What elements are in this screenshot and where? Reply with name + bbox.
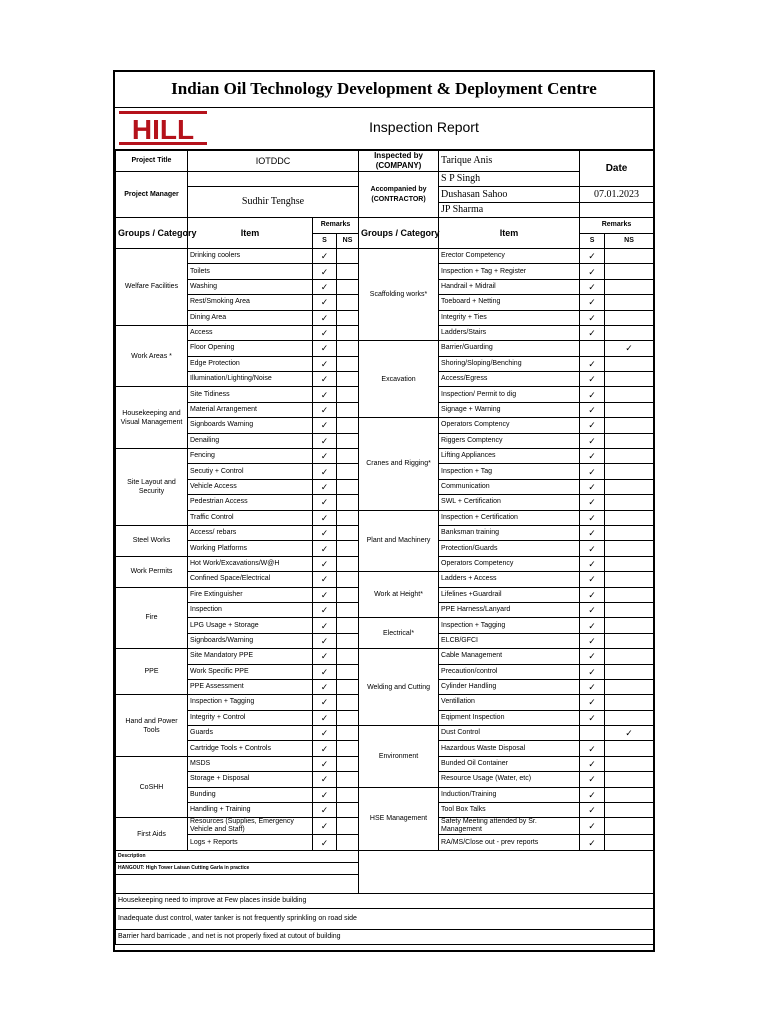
not-satisfactory-check xyxy=(337,248,359,263)
item-label: Fencing xyxy=(188,449,313,464)
satisfactory-check: ✓ xyxy=(580,710,605,725)
item-label: Cartridge Tools + Controls xyxy=(188,741,313,756)
satisfactory-check: ✓ xyxy=(580,572,605,587)
not-satisfactory-check xyxy=(605,310,654,325)
not-satisfactory-check xyxy=(337,741,359,756)
satisfactory-check: ✓ xyxy=(313,248,337,263)
checklist-row xyxy=(116,618,654,633)
group-label: Electrical* xyxy=(359,618,439,649)
groups-header: Groups / Category xyxy=(116,218,188,249)
not-satisfactory-check xyxy=(337,372,359,387)
satisfactory-check: ✓ xyxy=(580,248,605,263)
not-satisfactory-check xyxy=(605,695,654,710)
inspection-sheet xyxy=(113,70,655,952)
item-label: Inspection + Tagging xyxy=(439,618,580,633)
item-label: Integrity + Control xyxy=(188,710,313,725)
not-satisfactory-check xyxy=(605,372,654,387)
satisfactory-check: ✓ xyxy=(580,525,605,540)
person-3: Dushasan Sahoo xyxy=(439,187,580,202)
item-label: Traffic Control xyxy=(188,510,313,525)
not-satisfactory-check xyxy=(337,341,359,356)
satisfactory-check: ✓ xyxy=(580,325,605,340)
item-label: Secutiy + Control xyxy=(188,464,313,479)
item-label: Protection/Guards xyxy=(439,541,580,556)
not-satisfactory-check xyxy=(337,479,359,494)
item-label: Induction/Training xyxy=(439,787,580,802)
item-label: Handrail + Midrail xyxy=(439,279,580,294)
not-satisfactory-check xyxy=(605,633,654,648)
ns-header: NS xyxy=(337,233,359,248)
satisfactory-check: ✓ xyxy=(313,726,337,741)
satisfactory-check: ✓ xyxy=(580,664,605,679)
satisfactory-check: ✓ xyxy=(580,418,605,433)
project-title-label: Project Title xyxy=(116,151,188,172)
not-satisfactory-check xyxy=(605,402,654,417)
item-label: Dust Control xyxy=(439,726,580,741)
not-satisfactory-check xyxy=(337,310,359,325)
s-header-right: S xyxy=(580,233,605,248)
satisfactory-check: ✓ xyxy=(580,479,605,494)
item-label: Operators Competency xyxy=(439,556,580,571)
not-satisfactory-check xyxy=(605,248,654,263)
item-label: Inspection + Tag + Register xyxy=(439,264,580,279)
not-satisfactory-check xyxy=(337,325,359,340)
item-label: Handling + Training xyxy=(188,803,313,818)
item-label: Cable Management xyxy=(439,649,580,664)
item-label: Material Arrangement xyxy=(188,402,313,417)
item-label: Barrier/Guarding xyxy=(439,341,580,356)
not-satisfactory-check xyxy=(337,464,359,479)
checklist-row xyxy=(116,787,654,802)
not-satisfactory-check xyxy=(337,772,359,787)
item-label: Fire Extinguisher xyxy=(188,587,313,602)
satisfactory-check: ✓ xyxy=(580,772,605,787)
not-satisfactory-check xyxy=(605,664,654,679)
not-satisfactory-check xyxy=(337,803,359,818)
satisfactory-check: ✓ xyxy=(580,741,605,756)
satisfactory-check: ✓ xyxy=(313,541,337,556)
not-satisfactory-check xyxy=(605,710,654,725)
item-header: Item xyxy=(188,218,313,249)
item-label: Work Specific PPE xyxy=(188,664,313,679)
item-label: Signage + Warning xyxy=(439,402,580,417)
satisfactory-check: ✓ xyxy=(313,803,337,818)
satisfactory-check: ✓ xyxy=(313,387,337,402)
not-satisfactory-check xyxy=(337,572,359,587)
not-satisfactory-check xyxy=(337,510,359,525)
item-label: Confined Space/Electrical xyxy=(188,572,313,587)
date-label: Date xyxy=(580,151,654,187)
report-title: Inspection Report xyxy=(369,119,479,135)
finding-1: Housekeeping need to improve at Few places inside building xyxy=(116,893,654,908)
checklist-row xyxy=(116,572,654,587)
group-label: Work at Height* xyxy=(359,572,439,618)
not-satisfactory-check: ✓ xyxy=(605,726,654,741)
not-satisfactory-check xyxy=(337,541,359,556)
group-label: Scaffolding works* xyxy=(359,248,439,340)
satisfactory-check: ✓ xyxy=(580,541,605,556)
satisfactory-check: ✓ xyxy=(313,418,337,433)
item-label: Pedestrian Access xyxy=(188,495,313,510)
not-satisfactory-check xyxy=(337,449,359,464)
item-label: Edge Protection xyxy=(188,356,313,371)
not-satisfactory-check xyxy=(605,525,654,540)
not-satisfactory-check xyxy=(605,449,654,464)
item-label: Inspection/ Permit to dig xyxy=(439,387,580,402)
not-satisfactory-check xyxy=(605,556,654,571)
not-satisfactory-check xyxy=(337,710,359,725)
satisfactory-check: ✓ xyxy=(580,372,605,387)
item-label: Access/Egress xyxy=(439,372,580,387)
logo-text: HILL xyxy=(131,114,195,145)
item-label: Toilets xyxy=(188,264,313,279)
item-label: Toeboard + Netting xyxy=(439,295,580,310)
group-label: Hand and Power Tools xyxy=(116,695,188,757)
item-label: Inspection + Tag xyxy=(439,464,580,479)
item-label: Precaution/control xyxy=(439,664,580,679)
checklist-row xyxy=(116,649,654,664)
not-satisfactory-check xyxy=(337,835,359,850)
item-label: Bunding xyxy=(188,787,313,802)
item-label: Erector Competency xyxy=(439,248,580,263)
group-label: PPE xyxy=(116,649,188,695)
project-manager-label: Project Manager xyxy=(116,172,188,218)
not-satisfactory-check xyxy=(337,295,359,310)
not-satisfactory-check xyxy=(605,356,654,371)
s-header: S xyxy=(313,233,337,248)
group-label: Site Layout and Security xyxy=(116,449,188,526)
item-label: Floor Opening xyxy=(188,341,313,356)
satisfactory-check: ✓ xyxy=(580,264,605,279)
item-label: RA/MS/Close out - prev reports xyxy=(439,835,580,850)
satisfactory-check: ✓ xyxy=(580,818,605,835)
item-label: Cylinder Handling xyxy=(439,679,580,694)
not-satisfactory-check xyxy=(337,525,359,540)
satisfactory-check: ✓ xyxy=(580,402,605,417)
remarks-header: Remarks xyxy=(313,218,359,233)
not-satisfactory-check xyxy=(605,618,654,633)
person-4: JP Sharma xyxy=(439,202,580,217)
item-label: Bunded Oil Container xyxy=(439,756,580,771)
group-label: Welding and Cutting xyxy=(359,649,439,726)
item-label: Ladders/Stairs xyxy=(439,325,580,340)
satisfactory-check: ✓ xyxy=(313,835,337,850)
group-label: Housekeeping and Visual Management xyxy=(116,387,188,449)
satisfactory-check: ✓ xyxy=(313,479,337,494)
checklist-row xyxy=(116,510,654,525)
not-satisfactory-check xyxy=(337,433,359,448)
item-label: SWL + Certification xyxy=(439,495,580,510)
checklist-row xyxy=(116,726,654,741)
item-label: Inspection + Certification xyxy=(439,510,580,525)
satisfactory-check: ✓ xyxy=(313,433,337,448)
item-label: Shoring/Sloping/Benching xyxy=(439,356,580,371)
not-satisfactory-check xyxy=(337,726,359,741)
satisfactory-check: ✓ xyxy=(313,664,337,679)
not-satisfactory-check xyxy=(605,510,654,525)
item-label: PPE Harness/Lanyard xyxy=(439,602,580,617)
satisfactory-check: ✓ xyxy=(313,464,337,479)
satisfactory-check: ✓ xyxy=(313,710,337,725)
not-satisfactory-check xyxy=(605,756,654,771)
item-label: Riggers Comptency xyxy=(439,433,580,448)
description-label: Description xyxy=(116,850,359,862)
not-satisfactory-check xyxy=(605,479,654,494)
item-label: Site Mandatory PPE xyxy=(188,649,313,664)
inspection-table xyxy=(115,150,654,945)
satisfactory-check: ✓ xyxy=(313,587,337,602)
group-label: Fire xyxy=(116,587,188,649)
checklist-row xyxy=(116,248,654,263)
not-satisfactory-check xyxy=(605,387,654,402)
item-label: Eqipment Inspection xyxy=(439,710,580,725)
item-label: Hazardous Waste Disposal xyxy=(439,741,580,756)
not-satisfactory-check xyxy=(605,803,654,818)
item-label: Rest/Smoking Area xyxy=(188,295,313,310)
group-label: CoSHH xyxy=(116,756,188,818)
satisfactory-check: ✓ xyxy=(313,602,337,617)
item-label: Lifting Appliances xyxy=(439,449,580,464)
not-satisfactory-check xyxy=(337,279,359,294)
item-label: Lifelines +Guardrail xyxy=(439,587,580,602)
item-label: Denailing xyxy=(188,433,313,448)
not-satisfactory-check xyxy=(605,818,654,835)
group-label: First Aids xyxy=(116,818,188,850)
not-satisfactory-check xyxy=(337,556,359,571)
inspected-by-label: Inspected by (COMPANY) xyxy=(359,151,439,172)
satisfactory-check: ✓ xyxy=(580,510,605,525)
satisfactory-check: ✓ xyxy=(580,587,605,602)
item-label: Washing xyxy=(188,279,313,294)
not-satisfactory-check xyxy=(605,679,654,694)
item-label: Access xyxy=(188,325,313,340)
project-manager-value: Sudhir Tenghse xyxy=(188,187,359,218)
not-satisfactory-check xyxy=(337,787,359,802)
not-satisfactory-check xyxy=(605,279,654,294)
not-satisfactory-check: ✓ xyxy=(605,341,654,356)
not-satisfactory-check xyxy=(337,695,359,710)
group-label: Work Permits xyxy=(116,556,188,587)
satisfactory-check: ✓ xyxy=(313,633,337,648)
satisfactory-check: ✓ xyxy=(313,402,337,417)
satisfactory-check: ✓ xyxy=(313,356,337,371)
item-label: Site Tidiness xyxy=(188,387,313,402)
not-satisfactory-check xyxy=(605,295,654,310)
not-satisfactory-check xyxy=(605,587,654,602)
not-satisfactory-check xyxy=(337,679,359,694)
satisfactory-check: ✓ xyxy=(580,433,605,448)
not-satisfactory-check xyxy=(605,572,654,587)
item-label: ELCB/GFCI xyxy=(439,633,580,648)
item-label: Safety Meeting attended by Sr. Management xyxy=(439,818,580,835)
checklist-row xyxy=(116,418,654,433)
satisfactory-check: ✓ xyxy=(313,495,337,510)
not-satisfactory-check xyxy=(605,787,654,802)
satisfactory-check: ✓ xyxy=(313,310,337,325)
item-label: Signboards Warning xyxy=(188,418,313,433)
item-label: Logs + Reports xyxy=(188,835,313,850)
logo-row xyxy=(115,108,653,150)
satisfactory-check: ✓ xyxy=(580,279,605,294)
not-satisfactory-check xyxy=(605,433,654,448)
satisfactory-check: ✓ xyxy=(313,649,337,664)
accompanied-by-label: Accompanied by (CONTRACTOR) xyxy=(359,172,439,218)
not-satisfactory-check xyxy=(337,633,359,648)
satisfactory-check: ✓ xyxy=(580,649,605,664)
satisfactory-check: ✓ xyxy=(313,279,337,294)
not-satisfactory-check xyxy=(337,418,359,433)
item-label: PPE Assessment xyxy=(188,679,313,694)
satisfactory-check: ✓ xyxy=(580,803,605,818)
satisfactory-check: ✓ xyxy=(313,741,337,756)
satisfactory-check: ✓ xyxy=(313,325,337,340)
not-satisfactory-check xyxy=(337,264,359,279)
group-label: Welfare Facilities xyxy=(116,248,188,325)
satisfactory-check: ✓ xyxy=(580,695,605,710)
item-label: Vehicle Access xyxy=(188,479,313,494)
not-satisfactory-check xyxy=(605,602,654,617)
satisfactory-check: ✓ xyxy=(313,787,337,802)
not-satisfactory-check xyxy=(605,835,654,850)
satisfactory-check: ✓ xyxy=(313,695,337,710)
group-label: Excavation xyxy=(359,341,439,418)
not-satisfactory-check xyxy=(605,541,654,556)
item-label: Operators Comptency xyxy=(439,418,580,433)
group-label: Environment xyxy=(359,726,439,788)
satisfactory-check: ✓ xyxy=(313,525,337,540)
item-label: Resource Usage (Water, etc) xyxy=(439,772,580,787)
satisfactory-check: ✓ xyxy=(580,295,605,310)
satisfactory-check: ✓ xyxy=(313,818,337,835)
groups-header-right: Groups / Category xyxy=(359,218,439,249)
item-label: Resources (Supplies, Emergency Vehicle and Staff) xyxy=(188,818,313,835)
not-satisfactory-check xyxy=(605,649,654,664)
satisfactory-check: ✓ xyxy=(580,602,605,617)
satisfactory-check: ✓ xyxy=(580,787,605,802)
date-value: 07.01.2023 xyxy=(580,187,654,202)
satisfactory-check: ✓ xyxy=(580,835,605,850)
not-satisfactory-check xyxy=(337,402,359,417)
satisfactory-check: ✓ xyxy=(313,341,337,356)
item-label: Hot Work/Excavations/W@H xyxy=(188,556,313,571)
satisfactory-check: ✓ xyxy=(580,556,605,571)
not-satisfactory-check xyxy=(337,618,359,633)
group-label: HSE Management xyxy=(359,787,439,850)
item-label: Integrity + Ties xyxy=(439,310,580,325)
item-label: Communication xyxy=(439,479,580,494)
satisfactory-check: ✓ xyxy=(580,633,605,648)
satisfactory-check: ✓ xyxy=(313,572,337,587)
satisfactory-check: ✓ xyxy=(580,679,605,694)
satisfactory-check: ✓ xyxy=(313,510,337,525)
item-label: Guards xyxy=(188,726,313,741)
not-satisfactory-check xyxy=(337,649,359,664)
satisfactory-check: ✓ xyxy=(580,495,605,510)
project-title-value: IOTDDC xyxy=(188,151,359,172)
item-label: Inspection xyxy=(188,602,313,617)
not-satisfactory-check xyxy=(605,325,654,340)
item-label: Access/ rebars xyxy=(188,525,313,540)
satisfactory-check: ✓ xyxy=(580,618,605,633)
satisfactory-check: ✓ xyxy=(313,756,337,771)
item-label: Inspection + Tagging xyxy=(188,695,313,710)
not-satisfactory-check xyxy=(605,264,654,279)
not-satisfactory-check xyxy=(605,464,654,479)
satisfactory-check: ✓ xyxy=(580,356,605,371)
satisfactory-check: ✓ xyxy=(313,679,337,694)
satisfactory-check: ✓ xyxy=(580,310,605,325)
not-satisfactory-check xyxy=(337,587,359,602)
item-label: Ladders + Access xyxy=(439,572,580,587)
not-satisfactory-check xyxy=(337,818,359,835)
not-satisfactory-check xyxy=(337,356,359,371)
group-label: Plant and Machinery xyxy=(359,510,439,572)
not-satisfactory-check xyxy=(337,602,359,617)
finding-2: Inadequate dust control, water tanker is not frequently sprinkling on road side xyxy=(116,908,654,929)
not-satisfactory-check xyxy=(605,772,654,787)
satisfactory-check: ✓ xyxy=(313,618,337,633)
not-satisfactory-check xyxy=(337,387,359,402)
item-label: Drinking coolers xyxy=(188,248,313,263)
satisfactory-check xyxy=(580,726,605,741)
checklist-row xyxy=(116,341,654,356)
item-label: Signboards/Warning xyxy=(188,633,313,648)
group-label: Steel Works xyxy=(116,525,188,556)
satisfactory-check: ✓ xyxy=(313,449,337,464)
finding-3: Barrier hard barricade , and net is not properly fixed at cutout of building xyxy=(116,929,654,944)
not-satisfactory-check xyxy=(605,418,654,433)
satisfactory-check: ✓ xyxy=(580,387,605,402)
description-text: HANGOUT: High Tower Laisan Cutting Garla in practice xyxy=(116,862,359,874)
satisfactory-check: ✓ xyxy=(313,772,337,787)
not-satisfactory-check xyxy=(337,664,359,679)
org-title: Indian Oil Technology Development & Deployment Centre xyxy=(115,72,653,108)
item-header-right: Item xyxy=(439,218,580,249)
not-satisfactory-check xyxy=(605,741,654,756)
item-label: Tool Box Talks xyxy=(439,803,580,818)
not-satisfactory-check xyxy=(337,756,359,771)
group-label: Cranes and Rigging* xyxy=(359,418,439,510)
satisfactory-check: ✓ xyxy=(580,449,605,464)
satisfactory-check: ✓ xyxy=(313,264,337,279)
item-label: Ventillation xyxy=(439,695,580,710)
remarks-header-right: Remarks xyxy=(580,218,654,233)
not-satisfactory-check xyxy=(605,495,654,510)
satisfactory-check: ✓ xyxy=(313,556,337,571)
group-label: Work Areas * xyxy=(116,325,188,387)
ns-header-right: NS xyxy=(605,233,654,248)
item-label: Storage + Disposal xyxy=(188,772,313,787)
person-1: Tarique Anis xyxy=(439,151,580,172)
item-label: Banksman training xyxy=(439,525,580,540)
item-label: LPG Usage + Storage xyxy=(188,618,313,633)
item-label: MSDS xyxy=(188,756,313,771)
satisfactory-check: ✓ xyxy=(313,295,337,310)
satisfactory-check: ✓ xyxy=(580,756,605,771)
item-label: Dining Area xyxy=(188,310,313,325)
satisfactory-check xyxy=(580,341,605,356)
item-label: Working Platforms xyxy=(188,541,313,556)
satisfactory-check: ✓ xyxy=(580,464,605,479)
item-label: Illumination/Lighting/Noise xyxy=(188,372,313,387)
person-2: S P Singh xyxy=(439,172,580,187)
satisfactory-check: ✓ xyxy=(313,372,337,387)
not-satisfactory-check xyxy=(337,495,359,510)
